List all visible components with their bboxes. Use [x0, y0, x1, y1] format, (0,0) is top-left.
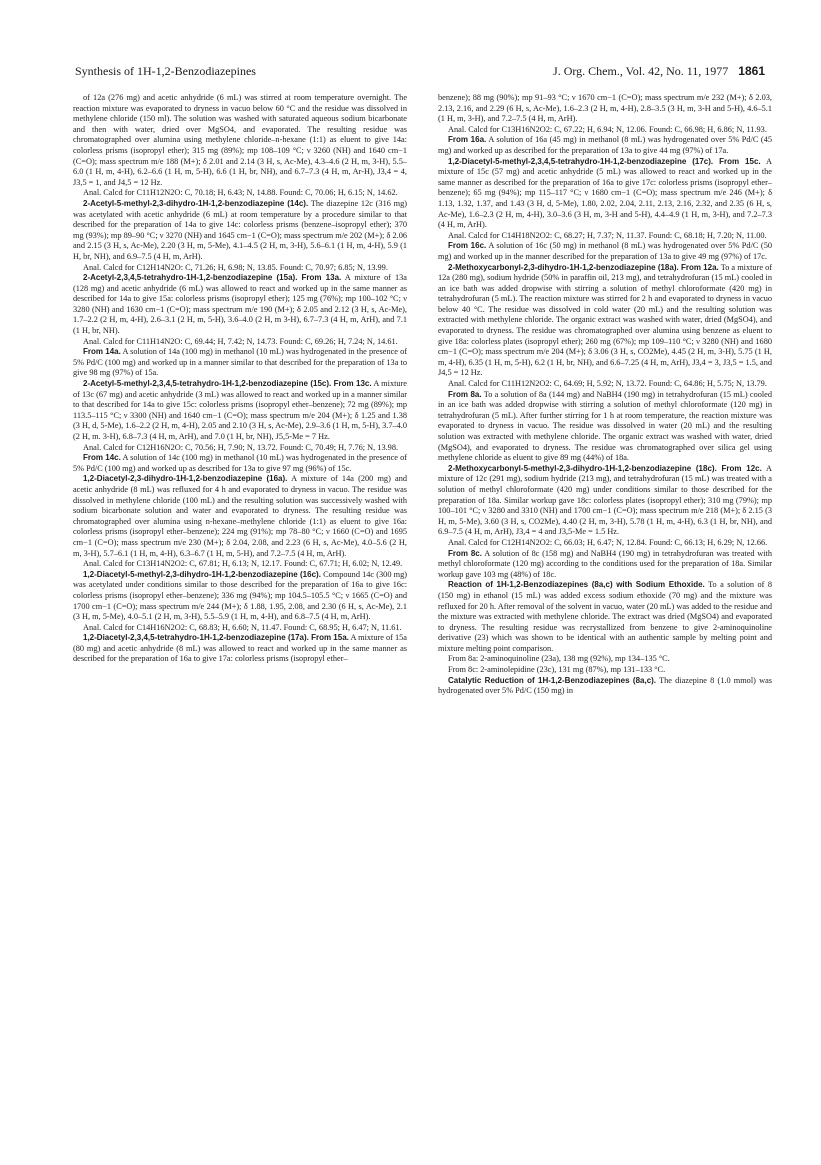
paragraph — [73, 337, 407, 348]
paragraph-text: Anal. Calcd for C14H16N2O2: C, 68.83; H, 6.60; N, 11.47. Found: C, 68.95; H, 6.47; N, 11.61. — [83, 622, 402, 632]
paragraph — [73, 93, 407, 188]
paragraph-text: The diazepine 12c (316 mg) was acetylated with acetic anhydride (6 mL) at room temperature by a procedure similar to that described for the preparation of 14a to give 14c: colorless prisms (benzene–isopropyl ether); 370 mg (93%); mp 89–90 °C; ν 3270 (NH) and 1645 cm−1 (C=O); mass spectrum m/e 202 (M+); δ 2.06 and 2.15 (3 H, s, Ac-Me), 2.20 (3 H, m, 5-Me), 4.1–4.5 (2 H, m, 3-H), 5.6–6.1 (1 H, m, 4-H), 5.9 (1 H, br, NH), and 6.9–7.5 (4 H, m, ArH). — [73, 198, 407, 261]
paragraph-text: Anal. Calcd for C12H16N2O: C, 70.56; H, 7.90; N, 13.72. Found: C, 70.49; H, 7.76; N, 13.98. — [83, 442, 399, 452]
paragraph-heading: From 8c. — [448, 548, 482, 558]
left-text-column — [73, 93, 407, 665]
paragraph-text: A mixture of 15c (57 mg) and acetic anhydride (5 mL) was allowed to react and worked up in the same manner as described for the preparation of 16a to give 17c: colorless prisms (isopropyl ether–benzene); 65 mg (94%); mp 115–117 °C; ν 1680 cm−1 (C=O); mass spectrum m/e 246 (M+); δ 1.13, 1.32, 1.37, and 1.43 (3 H, d, 5-Me), 1.80, 2.02, 2.04, 2.11, 2.13, 2.16, 2.32, and 2.35 (6 H, s, Ac-Me), 1.6–2.3 (2 H, m, 4-H), 3.0–3.6 (3 H, m, 3-H and 5-H), 4.4–4.9 (1 H, m, 3-H), and 7.2–7.3 (4 H, m, ArH). — [438, 156, 772, 230]
paragraph — [73, 263, 407, 274]
paragraph — [73, 623, 407, 634]
paragraph-text: A solution of 16c (50 mg) in methanol (8 mL) was hydrogenated over 5% Pd/C (50 mg) and worked up in the manner described for the preparation of 13a to give 49 mg (97%) of 17c. — [438, 241, 772, 261]
paragraph — [73, 633, 407, 665]
paragraph — [73, 559, 407, 570]
paragraph — [438, 125, 772, 136]
paragraph-text: of 12a (276 mg) and acetic anhydride (6 mL) was stirred at room temperature overnight. The reaction mixture was evaporated to dryness in vacuo below 60 °C and the residue was dissolved in methylene chloride (150 ml). The solution was washed with saturated aqueous sodium bicarbonate and then with water, dried over MgSO4, and evaporated. The resulting residue was chromatographed over alumina using methylene chloride–n-hexane (1:1) as eluent to give 14a: colorless prisms (isopropyl ether); 315 mg (89%); mp 108–109 °C; ν 3260 (NH) and 1640 cm−1 (C=O); mass spectrum m/e 188 (M+); δ 2.01 and 2.14 (3 H, s, Ac-Me), 4.3–4.6 (2 H, m, 3-H), 5.5–6.0 (1 H, m, 4-H), 6.2–6.6 (1 H, m, 5-H), 6.6 (1 H, br, NH), and 6.7–7.3 (4 H, m, Ar-H), J3,4 = 4, J3,5 = 1, and J4,5 = 12 Hz. — [73, 93, 407, 187]
paragraph-heading: Reaction of 1H-1,2-Benzodiazepines (8a,c) with Sodium Ethoxide. — [448, 580, 705, 590]
paragraph — [73, 188, 407, 199]
paragraph-text: Anal. Calcd for C13H16N2O2: C, 67.22; H, 6.94; N, 12.06. Found: C, 66.98; H, 6.86; N, 11.93. — [448, 124, 767, 134]
paragraph-heading: 2-Methoxycarbonyl-2,3-dihydro-1H-1,2-benzodiazepine (18a). From 12a. — [448, 262, 719, 272]
right-text-column — [438, 93, 772, 697]
paragraph-text: Anal. Calcd for C12H14N2O2: C, 66.03; H, 6.47; N, 12.84. Found: C, 66.13; H, 6.29; N, 12.66. — [448, 537, 768, 547]
paragraph — [438, 157, 772, 231]
paragraph-heading: 2-Methoxycarbonyl-5-methyl-2,3-dihydro-1H-1,2-benzodiazepine (18c). From 12c. — [448, 463, 762, 473]
paragraph-heading: From 16c. — [448, 241, 487, 251]
paragraph-text: A mixture of 14a (200 mg) and acetic anhydride (8 mL) was refluxed for 4 h and evaporated to dryness in vacuo. The residue was dissolved in methylene chloride (100 mL) and the resulting solution was successively washed with sodium bicarbonate solution and water and evaporated to dryness. The resulting residue was chromatographed over alumina using n-hexane–methylene chloride (1:1) as eluent to give 16a: colorless prisms (isopropyl ether–benzene); 224 mg (91%); mp 78–80 °C; ν 1660 (C=O) and 1695 cm−1 (C=O); mass spectrum m/e 230 (M+); δ 2.04, 2.08, and 2.23 (6 H, s, Ac-Me), 4.0–5.6 (2 H, m, 3-H), 5.7–6.1 (1 H, m, 4-H), 6.3–6.7 (1 H, m, 5-H), and 7.2–7.5 (4 H, m, ArH). — [73, 474, 407, 558]
paragraph-heading: From 14a. — [83, 347, 121, 357]
paragraph-text: Compound 14c (300 mg) was acetylated under conditions similar to those described for the preparation of 16a to give 16c: colorless prisms (isopropyl ether–benzene); 336 mg (94%); mp 104.5–105.5 °C; ν 1665 (C=O) and 1700 cm−1 (C=O); mass spectrum m/e 244 (M+); δ 1.88, 1.95, 2.08, and 2.30 (6 H, s, Ac-Me), 2.1 (3 H, m, 5-Me), 4.0–5.1 (2 H, m, 3-H), 5.5–5.9 (1 H, m, 4-H), and 6.8–7.5 (4 H, m, ArH). — [73, 569, 408, 622]
paragraph-text: Anal. Calcd for C12H14N2O: C, 71.26; H, 6.98; N, 13.85. Found: C, 70.97; 6.85; N, 13.99. — [83, 262, 388, 272]
paragraph-text: benzene); 88 mg (90%); mp 91–93 °C; ν 1670 cm−1 (C=O); mass spectrum m/e 232 (M+); δ 2.03, 2.13, 2.16, and 2.29 (6 H, s, Ac-Me), 1.6–2.3 (2 H, m, 4-H), 2.8–3.5 (3 H, m, 3-H and 5-H), 4.6–5.1 (1 H, m, 3-H), and 7.2–7.5 (4 H, m, ArH). — [438, 93, 772, 124]
page-number: 1861 — [738, 64, 765, 78]
paragraph-text: To a solution of 8 (150 mg) in ethanol (15 mL) was added excess sodium ethoxide (70 mg) and the mixture was refluxed for 20 h. After removal of the solvent in vacuo, water (20 mL) was added to the residue and the mixture was extracted with methylene chloride. The extract was dried (MgSO4) and evaporated to dryness. The resulting residue was recrystallized from benzene to give 2-aminoquinoline derivative (23) which was shown to be identical with an authentic sample by melting point and mixture melting point comparison. — [438, 580, 772, 653]
paragraph-text: A solution of 14c (100 mg) in methanol (10 mL) was hydrogenated in the presence of 5% Pd/C (100 mg) and worked up as described for 13a to give 97 mg (96%) of 15c. — [73, 453, 407, 473]
paragraph — [438, 538, 772, 549]
paragraph-heading: 1,2-Diacetyl-2,3-dihydro-1H-1,2-benzodiazepine (16a). — [83, 474, 288, 484]
paragraph — [73, 199, 407, 263]
paragraph-text: To a solution of 8a (144 mg) and NaBH4 (190 mg) in tetrahydrofuran (15 mL) cooled in an ice bath was added dropwise with stirring a solution of methyl chloroformate (120 mg) in tetrahydrofuran (5 mL). After further stirring for 1 h at room temperature, the reaction mixture was evaporated to dryness in vacuo. The residue was dissolved in water (20 mL) and the resulting solution was extracted with methylene chloride. The organic extract was washed with water, dried (MgSO4), and evaporated to dryness. The residue was chromatographed over silica gel using methylene chloride as eluent to give 89 mg (44%) of 18a. — [438, 389, 772, 463]
paragraph — [73, 273, 407, 337]
paragraph — [438, 93, 772, 125]
paragraph-heading: Catalytic Reduction of 1H-1,2-Benzodiazepines (8a,c). — [448, 675, 657, 685]
paragraph-text: A mixture of 13a (128 mg) and acetic anhydride (6 mL) was allowed to react and worked up in the same manner as described for 14a to give 15a: colorless prisms (isopropyl ether); 125 mg (76%); mp 100–102 °C; ν 3280 (NH) and 1630 cm−1 (C=O); mass spectrum m/e 190 (M+); δ 2.05 and 2.12 (3 H, s, Ac-Me), 1.7–2.2 (2 H, m, 4-H), 2.6–3.1 (2 H, m, 5-H), 3.6–4.0 (2 H, m 3-H), 6.7–7.3 (4 H, m, ArH), and 7.1 (1 H, br, NH). — [73, 273, 407, 336]
paragraph — [73, 474, 407, 559]
paragraph — [438, 676, 772, 697]
journal-citation — [553, 64, 765, 79]
paragraph — [73, 570, 407, 623]
paragraph — [438, 379, 772, 390]
paragraph-heading: From 8a. — [448, 389, 482, 399]
paragraph-text: Anal. Calcd for C11H12N2O2: C, 64.69; H, 5.92; N, 13.72. Found: C, 64.86; H, 5.75; N, 13.79. — [448, 379, 767, 389]
paragraph-text: The diazepine 8 (1.0 mmol) was hydrogenated over 5% Pd/C (150 mg) in — [438, 675, 772, 696]
paragraph — [73, 453, 407, 474]
paragraph-heading: 1,2-Diacetyl-5-methyl-2,3,4,5-tetrahydro-1H-1,2-benzodiazepine (17c). From 15c. — [448, 156, 761, 166]
paragraph-heading: 1,2-Diacetyl-2,3,4,5-tetrahydro-1H-1,2-benzodiazepine (17a). From 15a. — [83, 633, 349, 643]
paragraph-heading: 2-Acetyl-2,3,4,5-tetrahydro-1H-1,2-benzodiazepine (15a). From 13a. — [83, 273, 342, 283]
paragraph — [438, 390, 772, 464]
paragraph — [438, 464, 772, 538]
paragraph-heading: 2-Acetyl-5-methyl-2,3-dihydro-1H-1,2-benzodiazepine (14c). — [83, 198, 309, 208]
paragraph-text: A mixture of 15a (80 mg) and acetic anhydride (8 mL) was allowed to react and worked up in the same manner as described for the preparation of 16a to give 17a: colorless prisms (isopropyl ether– — [73, 633, 407, 664]
paragraph-text: A mixture of 13c (67 mg) and acetic anhydride (3 mL) was allowed to react and worked up in a manner similar to that described for 14a to give 15c: colorless prisms (isopropyl ether–benzene); 72 mg (89%); mp 113.5–115 °C; ν 3300 (NH) and 1640 cm−1 (C=O); mass spectrum m/e 204 (M+); δ 1.25 and 1.38 (3 H, d, 5-Me), 1.6–2.2 (2 H, m, 4-H), 2.05 and 2.10 (3 H, s, Ac-Me), 2.9–3.6 (1 H, m, 5-H), 3.7–4.0 (2 H, m. 3-H), 6.8–7.3 (4 H, m, ArH), and 7.0 (1 H, br, NH), J5,5-Me = 7 Hz. — [73, 379, 407, 441]
paragraph-text: Anal. Calcd for C14H18N2O2: C, 68.27; H, 7.37; N, 11.37. Found: C, 68.18; H, 7.20; N, 11.00. — [448, 230, 767, 240]
paragraph-text: Anal. Calcd for C11H14N2O: C, 69.44; H, 7.42; N, 14.73. Found: C, 69.26; H, 7.24; N, 14.61. — [83, 336, 398, 346]
paragraph-text: Anal. Calcd for C11H12N2O: C, 70.18; H, 6.43; N, 14.88. Found: C, 70.06; H, 6.15; N, 14.62. — [83, 188, 398, 198]
journal-info: J. Org. Chem., Vol. 42, No. 11, 1977 — [553, 64, 729, 78]
paragraph — [438, 241, 772, 262]
paragraph — [438, 665, 772, 676]
paragraph — [438, 263, 772, 380]
paragraph — [438, 654, 772, 665]
paragraph — [438, 231, 772, 242]
paragraph-heading: 2-Acetyl-5-methyl-2,3,4,5-tetrahydro-1H-1,2-benzodiazepine (15c). From 13c. — [83, 379, 372, 389]
paragraph — [438, 580, 772, 654]
paragraph — [438, 135, 772, 156]
paragraph — [438, 549, 772, 581]
paragraph-heading: From 14c. — [83, 453, 121, 463]
paragraph-heading: From 16a. — [448, 135, 487, 145]
paragraph-text: A mixture of 12c (291 mg), sodium hydride (213 mg), and tetrahydrofuran (15 mL) was treated with a solution of methyl chloroformate (420 mg) under conditions similar to those described for the preparation of 18a. Similar workup gave 18c: colorless plates (isopropyl ether); 310 mg (79%); mp 100–101 °C; ν 3280 and 3310 (NH) and 1700 cm−1 (C=O); mass spectrum m/e 218 (M+); δ 2.15 (3 H, m, 5-Me), 3.60 (3 H, s, CO2Me), 4.40 (2 H, m, 3-H), 5.78 (1 H, m, 4-H), 6.3 (1 H, br, NH), and 6.9–7.5 (4 H, m, ArH), J3,4 = 4 and J3,5-Me = 1.5 Hz. — [438, 463, 772, 537]
paragraph-text: To a mixture of 12a (280 mg), sodium hydride (50% in paraffin oil, 213 mg), and tetrahydrofuran (15 mL) cooled in an ice bath was added dropwise with stirring a solution of methyl chloroformate (420 mg) in tetrahydrofuran (5 mL). The reaction mixture was stirred for 2 h and evaporated to dryness in vacuo below 40 °C. The residue was dissolved in cold water (20 mL) and the resulting solution was extracted with methylene chloride. The organic extract was washed with water, dried (MgSO4), and evaporated to dryness. The residue was chromatographed over alumina using benzene as eluent to give 18a: colorless plates (isopropyl ether); 260 mg (67%); mp 109–110 °C; ν 3280 (NH) and 1680 cm−1 (C=O); mass spectrum m/e 204 (M+); δ 3.06 (3 H, s, CO2Me), 4.45 (2 H, m, 3-H), 5.75 (1 H, m, 4-H), 6.35 (1 H, m, 5-H), 6.2 (1 H, br, NH), and 6.6–7.25 (4 H, m, ArH), J3,4 = 3, J3,5 = 1.5, and J4,5 = 12 Hz. — [438, 262, 772, 378]
paragraph-text: A solution of 8c (158 mg) and NaBH4 (190 mg) in tetrahydrofuran was treated with methyl chloroformate (120 mg) according to the conditions used for the preparation of 18a. Similar workup gave 103 mg (48%) of 18c. — [438, 548, 772, 579]
paragraph-text: From 8c: 2-aminolepidine (23c), 131 mg (87%), mp 131–133 °C. — [448, 665, 666, 675]
paragraph-text: A solution of 16a (45 mg) in methanol (8 mL) was hydrogenated over 5% Pd/C (45 mg) and worked up as described for the preparation of 13a to give 44 mg (97%) of 17a. — [438, 135, 772, 155]
paragraph — [73, 347, 407, 379]
paragraph-heading: 1,2-Diacetyl-5-methyl-2,3-dihydro-1H-1,2-benzodiazepine (16c). — [83, 569, 321, 579]
paragraph — [73, 443, 407, 454]
paragraph-text: A solution of 14a (100 mg) in methanol (10 mL) was hydrogenated in the presence of 5% Pd/C (100 mg) and worked up in a manner similar to that described for the preparation of 13a to give 98 mg (97%) of 15a. — [73, 347, 407, 378]
running-title: Synthesis of 1H-1,2-Benzodiazepines — [75, 64, 256, 78]
paragraph — [73, 379, 407, 443]
paragraph-text: From 8a: 2-aminoquinoline (23a), 138 mg (92%), mp 134–135 °C. — [448, 654, 670, 664]
paragraph-text: Anal. Calcd for C13H14N2O2: C, 67.81; H, 6.13; N, 12.17. Found: C, 67.71; H, 6.02; N, 12.49. — [83, 559, 403, 569]
